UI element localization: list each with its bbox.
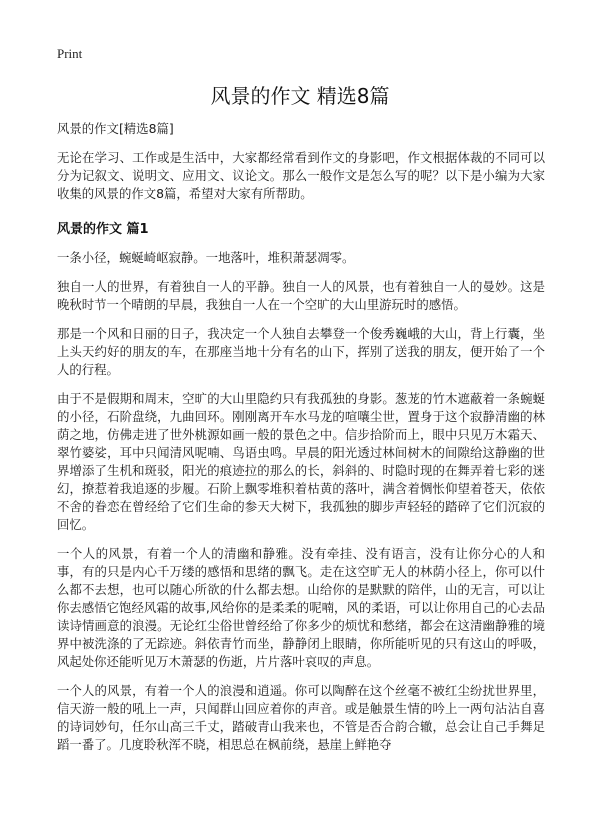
print-link[interactable]: Print [57,46,83,61]
document-subtitle: 风景的作文[精选8篇] [57,121,174,136]
body-paragraph: 一条小径，蜿蜒崎岖寂静。一地落叶，堆积萧瑟凋零。 [57,250,355,265]
section-heading: 风景的作文 篇1 [57,222,149,237]
body-paragraph: 由于不是假期和周末，空旷的大山里隐约只有我孤独的身影。葱茏的竹木遮蔽着一条蜿蜒的小径，石阶盘绕，九曲回环。刚刚离开车水马龙的喧嚷尘世，置身于这个寂静清幽的林荫之地，仿佛走进了世外桃源如画一般的景色之中。信步拾阶而上，眼中只见万木霜天、翠竹婆娑，耳中只闻清风呢喃、鸟语虫鸣。早晨的阳光透过林间树木的间隙给这静幽的世界增添了生机和斑驳，阳光的痕迹拉的那么的长，斜斜的、时隐时现的在舞弄着七彩的迷幻，撩惹着我追逐的步履。石阶上飘零堆积着枯黄的落叶，满含着惆怅仰望着苍天，依依不舍的眷恋在曾经给了它们生命的参天大树下，我孤独的脚步声轻轻的踏碎了它们沉寂的回忆。 [57,391,545,532]
body-paragraph: 一个人的风景，有着一个人的清幽和静雅。没有牵挂、没有语言，没有让你分心的人和事，有的只是内心千万缕的感悟和思绪的飘飞。走在这空旷无人的林荫小径上，你可以什么都不去想，也可以随心所欲的什么都去想。山给你的是默默的陪伴，山的无言，可以让你去感悟它饱经风霜的故事,风给你的是柔柔的呢喃，风的柔语，可以让你用自己的心去品读诗情画意的浪漫。无论红尘俗世曾经给了你多少的烦忧和愁绪，都会在这清幽静雅的境界中被洗涤的了无踪迹。斜依青竹而坐，静静闭上眼睛，你所能听见的只有这山的呼吸，风起处你还能听见万木萧瑟的伤逝，片片落叶哀叹的声息。 [57,546,545,669]
body-paragraph: 一个人的风景，有着一个人的浪漫和逍遥。你可以陶醉在这个丝毫不被红尘纷扰世界里，信天游一般的吼上一声，只闻群山回应着你的声音。或是触景生情的吟上一两句沾沾自喜的诗词妙句，任尔山高三千丈，踏破青山我来也，不管是否合韵合辙，总会让自己手舞足蹈一番了。几度聆秋浑不晓，相思总在枫前绕，悬崖上鲜艳夺 [57,683,545,752]
intro-paragraph: 无论在学习、工作或是生活中，大家都经常看到作文的身影吧，作文根据体裁的不同可以分为记叙文、说明文、应用文、议论文。那么一般作文是怎么写的呢？以下是小编为大家收集的风景的作文8篇，希望对大家有所帮助。 [57,150,545,201]
document-title: 风景的作文 精选8篇 [210,84,390,108]
document-body [57,120,545,765]
body-paragraph: 那是一个风和日丽的日子，我决定一个人独自去攀登一个俊秀巍峨的大山，背上行囊，坐上头天约好的朋友的车，在那座当地十分有名的山下，挥别了送我的朋友，便开始了一个人的行程。 [57,326,545,377]
body-paragraph: 独自一人的世界，有着独自一人的平静。独自一人的风景，也有着独自一人的曼妙。这是晚秋时节一个晴朗的早晨，我独自一人在一个空旷的大山里游玩时的感悟。 [57,279,545,312]
